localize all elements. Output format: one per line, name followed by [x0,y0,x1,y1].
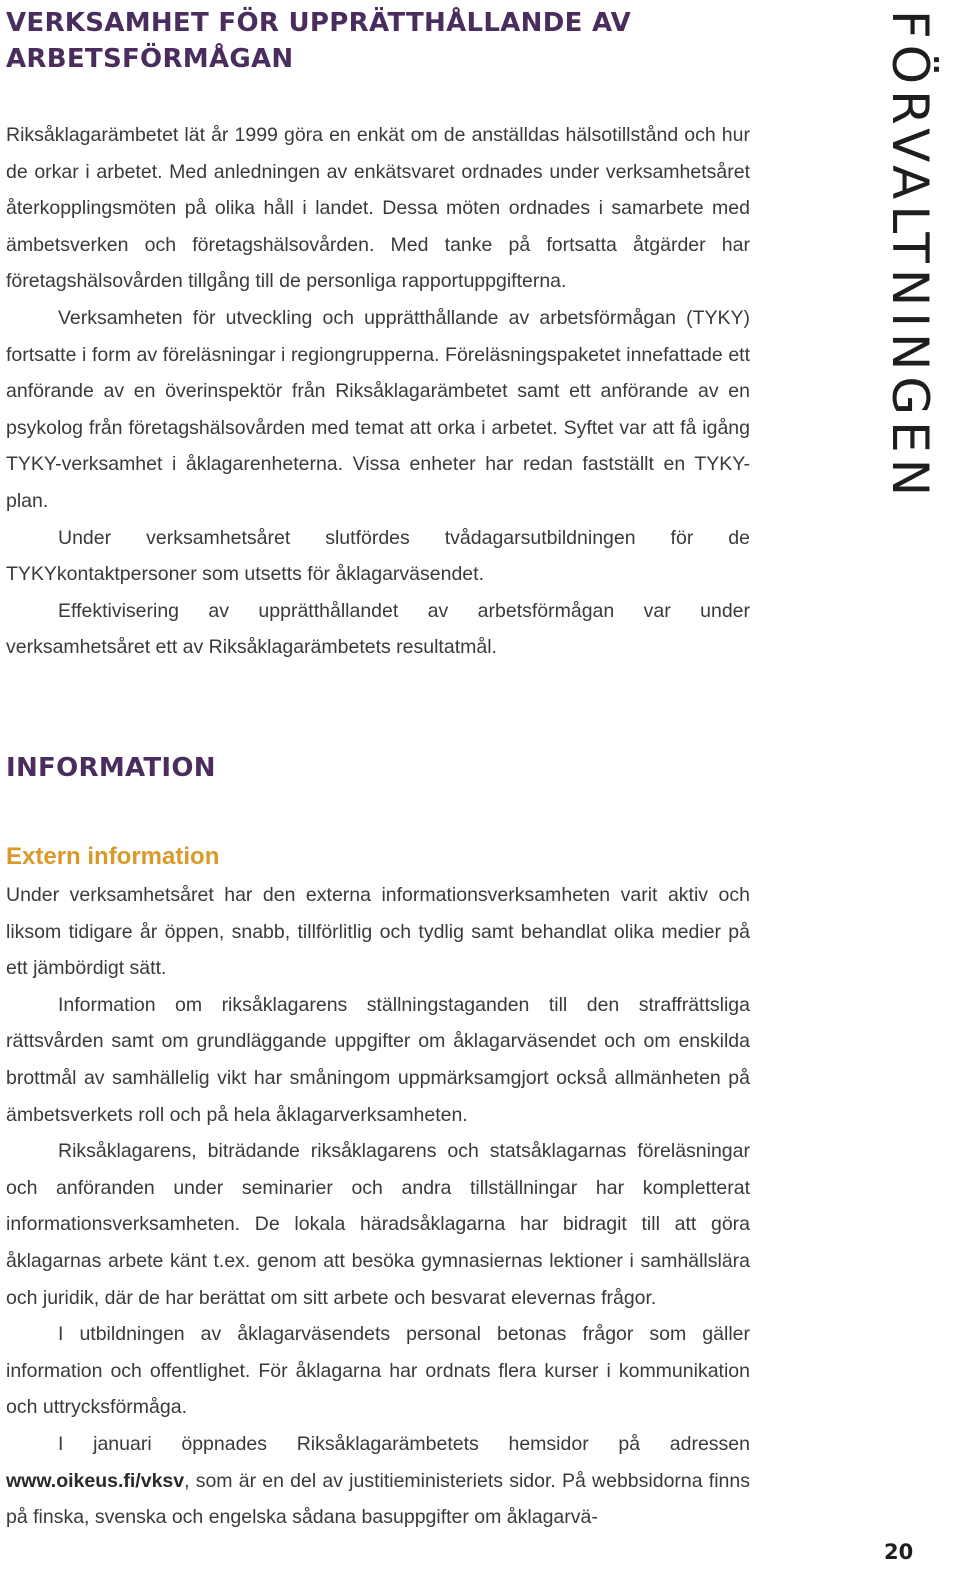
website-link[interactable]: www.oikeus.fi/vksv [6,1469,185,1492]
paragraph-text-after-url: , som är en del av justitieministeriets sidor. På webbsidorna finns på finska, svenska och engelska sådana basuppgifter om åklagarvä- [6,1469,750,1529]
subheading-extern-information: Extern information [6,843,220,870]
paragraph: I utbildningen av åklagarväsendets personal betonas frågor som gäller information och offentlighet. För åklagarna har ordnats flera kurser i kommunikation och uttrycksförmåga. [6,1323,750,1419]
section-heading-line-1: VERKSAMHET FÖR UPPRÄTTHÅLLANDE AV [6,8,632,38]
paragraph: Effektivisering av upprätthållandet av arbetsförmågan var under verksamhetsåret ett av Riksåklagarämbetets resultatmål. [6,599,750,659]
section-heading-arbetsformaga [6,5,750,77]
page-number: 20 [884,1540,914,1564]
paragraph: Under verksamhetsåret slutfördes tvådagarsutbildningen för de TYKYkontaktpersoner som utsetts för åklagarväsendet. [6,526,750,586]
vertical-section-label [880,10,940,570]
section-body-arbetsformaga [6,117,750,666]
paragraph: Riksåklagarämbetet lät år 1999 göra en enkät om de anställdas hälsotillstånd och hur de orkar i arbetet. Med anledningen av enkätsvaret ordnades under verksamhetsåret återkopplingsmöten på olika håll i landet. Dessa möten ordnades i samarbete med ämbetsverken och företagshälsovården. Med tanke på fortsatta åtgärder har företagshälsovården tillgång till de personliga rapportuppgifterna. [6,124,750,293]
sidebar-label-text: FÖRVALTNINGEN [881,10,939,503]
paragraph: Verksamheten för utveckling och upprätthållande av arbetsförmågan (TYKY) fortsatte i form av föreläsningar i regiongrupperna. Föreläsningspaketet innefattade ett anförande av en överinspektör från Riksåklagarämbetet samt ett anförande av en psykolog från företagshälsovården med temat att orka i arbetet. Syftet var att få igång TYKY-verksamhet i åklagarenheterna. Vissa enheter har redan fastställt en TYKY-plan. [6,306,750,512]
paragraph: Riksåklagarens, biträdande riksåklagarens och statsåklagarnas föreläsningar och anföranden under seminarier och andra tillställningar har kompletterat informationsverksamheten. De lokala häradsåklagarna har bidragit till att göra åklagarnas arbete känt t.ex. genom att besöka gymnasiernas lektioner i samhällslära och juridik, där de har berättat om sitt arbete och besvarat elevernas frågor. [6,1140,750,1309]
section-heading-line-2: ARBETSFÖRMÅGAN [6,44,294,74]
paragraph-with-url [6,1426,750,1536]
section-body-information [6,877,750,1536]
paragraph: Under verksamhetsåret har den externa informationsverksamheten varit aktiv och liksom tidigare år öppen, snabb, tillförlitlig och tydlig samt behandlat olika medier på ett jämbördigt sätt. [6,884,750,980]
paragraph-text-before-url: I januari öppnades Riksåklagarämbetets hemsidor på adressen [58,1432,750,1455]
subheading-wrapper [6,840,750,874]
section-heading-information-wrapper [6,750,750,786]
section-heading-information: INFORMATION [6,753,216,783]
paragraph: Information om riksåklagarens ställningstaganden till den straffrättsliga rättsvården samt om grundläggande uppgifter om åklagarväsendet och om enskilda brottmål av samhällelig vikt har småningom uppmärksamgjort också allmänheten på ämbetsverkets roll och på hela åklagarverksamheten. [6,993,750,1126]
